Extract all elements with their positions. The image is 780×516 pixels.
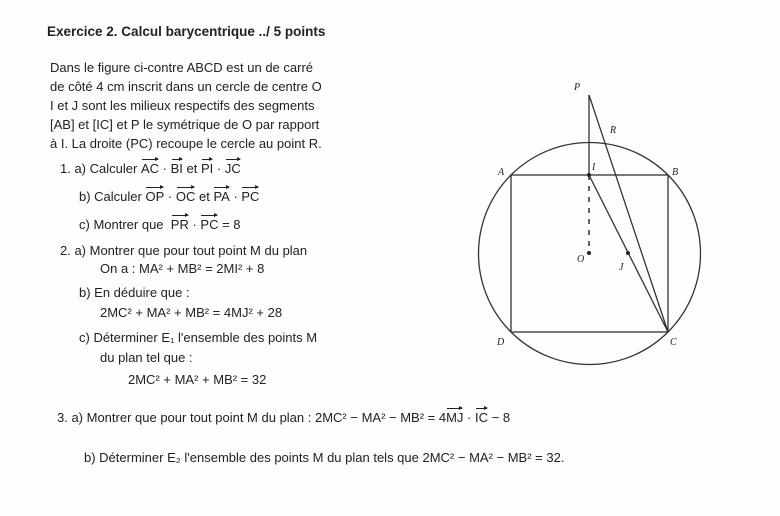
question-1c: c) Montrer que PR · PC = 8 [79,217,241,232]
question-1b: b) Calculer OP · OC et PA · PC [79,189,260,204]
question-3b: b) Déterminer E₂ l'ensemble des points M du plan tels que 2MC² − MA² − MB² = 32. [84,450,565,465]
label-c: C [670,337,677,348]
point-j [626,251,630,255]
label-d: D [497,337,505,348]
intro-line: I et J sont les milieux respectifs des segments [50,98,315,113]
point-i [587,173,591,177]
question-2a: 2. a) Montrer que pour tout point M du plan [60,243,308,258]
exercise-title: Exercice 2. Calcul barycentrique ../ 5 points [47,24,326,39]
question-2c-line2: du plan tel que : [100,350,193,365]
label-r: R [610,125,617,136]
question-2b-formula: 2MC² + MA² + MB² = 4MJ² + 28 [100,305,283,320]
question-2c: c) Déterminer E₁ l'ensemble des points M [79,330,318,345]
intro-line: de côté 4 cm inscrit dans un cercle de centre O [50,79,322,94]
label-p: P [574,82,581,93]
line-pc [589,95,668,332]
point-o [587,251,591,255]
intro-line: Dans le figure ci-contre ABCD est un de carré [50,60,314,75]
question-1a: 1. a) Calculer AC · BI et PI · JC [60,161,241,176]
question-2a-formula: On a : MA² + MB² = 2MI² + 8 [100,261,265,276]
intro-line: à I. La droite (PC) recoupe le cercle au point R. [50,136,322,151]
label-i: I [592,162,596,173]
question-3a: 3. a) Montrer que pour tout point M du plan : 2MC² − MA² − MB² = 4MJ · IC − 8 [57,410,511,425]
intro-line: [AB] et [IC] et P le symétrique de O par rapport [50,117,320,132]
question-2b: b) En déduire que : [79,285,190,300]
label-b: B [672,167,679,178]
label-j: J [619,262,624,273]
question-2c-formula: 2MC² + MA² + MB² = 32 [128,372,267,387]
label-o: O [577,254,585,265]
label-a: A [498,167,505,178]
